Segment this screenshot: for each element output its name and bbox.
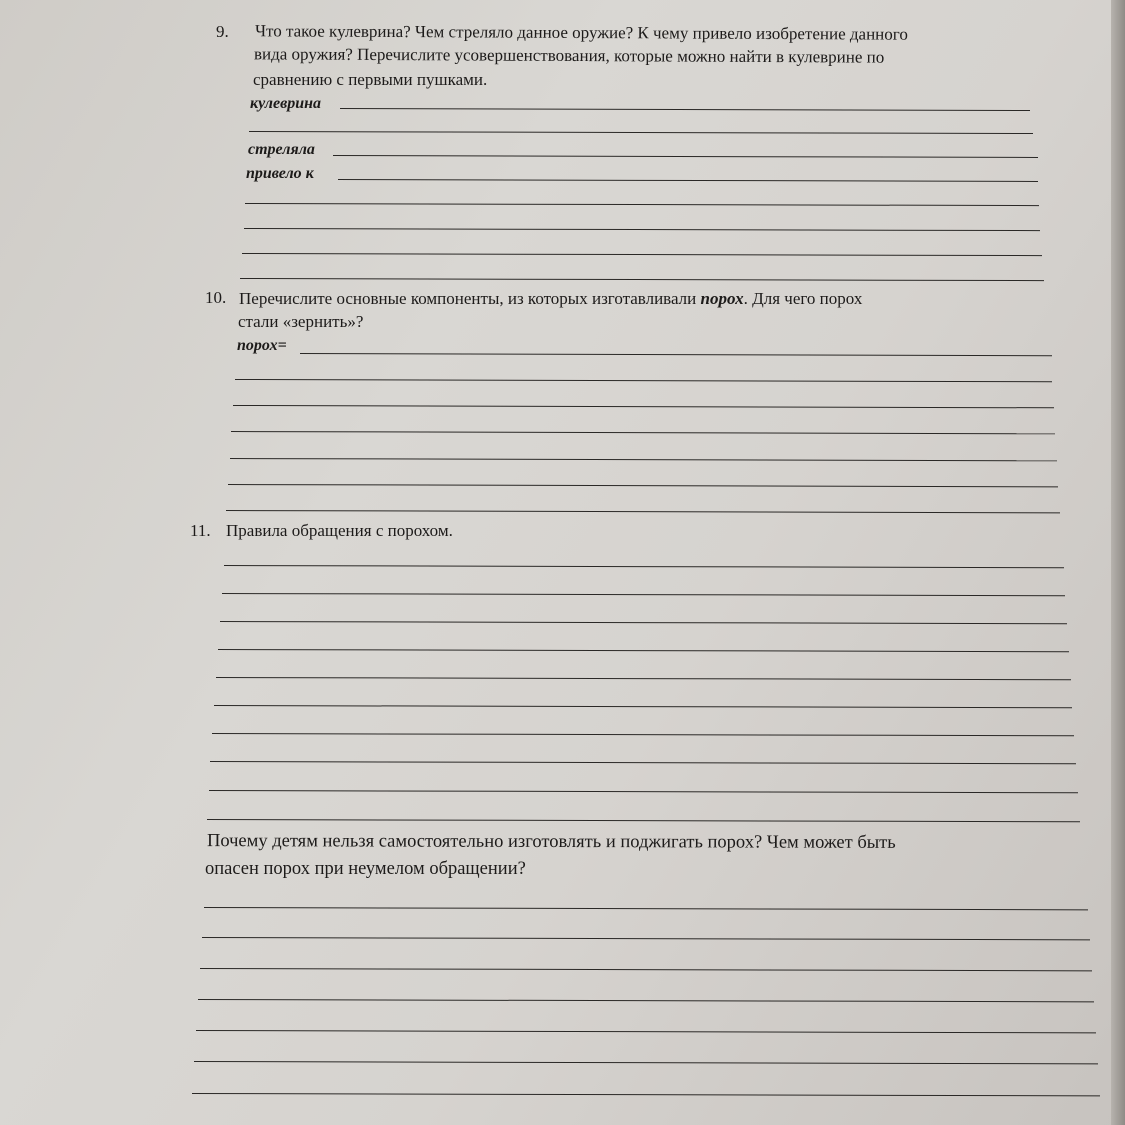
question-9-number: 9. bbox=[216, 22, 229, 41]
answer-line[interactable] bbox=[222, 593, 1065, 596]
answer-line[interactable] bbox=[224, 565, 1064, 568]
label-porox: порох= bbox=[237, 337, 287, 354]
answer-line[interactable] bbox=[207, 819, 1080, 822]
answer-line[interactable] bbox=[192, 1093, 1100, 1096]
answer-line[interactable] bbox=[240, 278, 1044, 281]
answer-line[interactable] bbox=[220, 621, 1067, 624]
answer-line[interactable] bbox=[228, 484, 1058, 487]
question-10-text-b: . Для чего порох bbox=[743, 289, 863, 308]
question-9-line-3: сравнению с первыми пушками. bbox=[253, 70, 488, 89]
answer-line[interactable] bbox=[212, 733, 1074, 736]
answer-line-porox[interactable] bbox=[300, 353, 1052, 356]
answer-line[interactable] bbox=[209, 790, 1078, 793]
answer-line-privelo[interactable] bbox=[338, 179, 1038, 182]
question-11-line-1: Правила обращения с порохом. bbox=[226, 521, 453, 540]
answer-line[interactable] bbox=[226, 510, 1060, 513]
question-10-text-a: Перечислите основные компоненты, из которых изготавливали bbox=[239, 289, 701, 308]
question-10-line-2: стали «зернить»? bbox=[238, 312, 364, 331]
answer-line[interactable] bbox=[244, 228, 1040, 231]
answer-line[interactable] bbox=[200, 968, 1092, 971]
question-10-line-1 bbox=[239, 287, 862, 311]
answer-line[interactable] bbox=[230, 458, 1057, 461]
label-streljala: стреляла bbox=[248, 141, 315, 158]
answer-line[interactable] bbox=[204, 907, 1088, 910]
answer-line[interactable] bbox=[218, 649, 1069, 652]
question-9-line-1: Что такое кулеврина? Чем стреляло данное оружие? К чему привело изобретение данного bbox=[254, 21, 908, 44]
answer-line[interactable] bbox=[194, 1061, 1098, 1064]
answer-line[interactable] bbox=[245, 203, 1039, 206]
question-12-line-2: опасен порох при неумелом обращении? bbox=[205, 859, 526, 879]
answer-line[interactable] bbox=[233, 405, 1054, 408]
label-privelo: привело к bbox=[246, 165, 314, 182]
answer-line[interactable] bbox=[216, 677, 1071, 680]
answer-line[interactable] bbox=[210, 761, 1076, 764]
question-10-emphasis: порох bbox=[700, 289, 744, 308]
answer-line[interactable] bbox=[198, 999, 1094, 1002]
answer-line-streljala[interactable] bbox=[333, 155, 1038, 158]
question-10-number: 10. bbox=[205, 288, 227, 307]
answer-line[interactable] bbox=[196, 1030, 1096, 1033]
label-kulevrina: кулеврина bbox=[250, 95, 322, 112]
answer-line[interactable] bbox=[231, 431, 1055, 434]
answer-line[interactable] bbox=[249, 131, 1033, 134]
answer-line[interactable] bbox=[202, 937, 1090, 940]
question-11-number: 11. bbox=[190, 521, 211, 540]
answer-line[interactable] bbox=[242, 253, 1042, 256]
question-9-line-2: вида оружия? Перечислите усовершенствования, которые можно найти в кулеврине по bbox=[253, 44, 885, 67]
answer-line[interactable] bbox=[235, 379, 1052, 382]
answer-line[interactable] bbox=[214, 705, 1072, 708]
answer-line-kulevrina[interactable] bbox=[340, 108, 1030, 111]
question-12-line-1: Почему детям нельзя самостоятельно изготовлять и поджигать порох? Чем может быть bbox=[206, 831, 896, 853]
